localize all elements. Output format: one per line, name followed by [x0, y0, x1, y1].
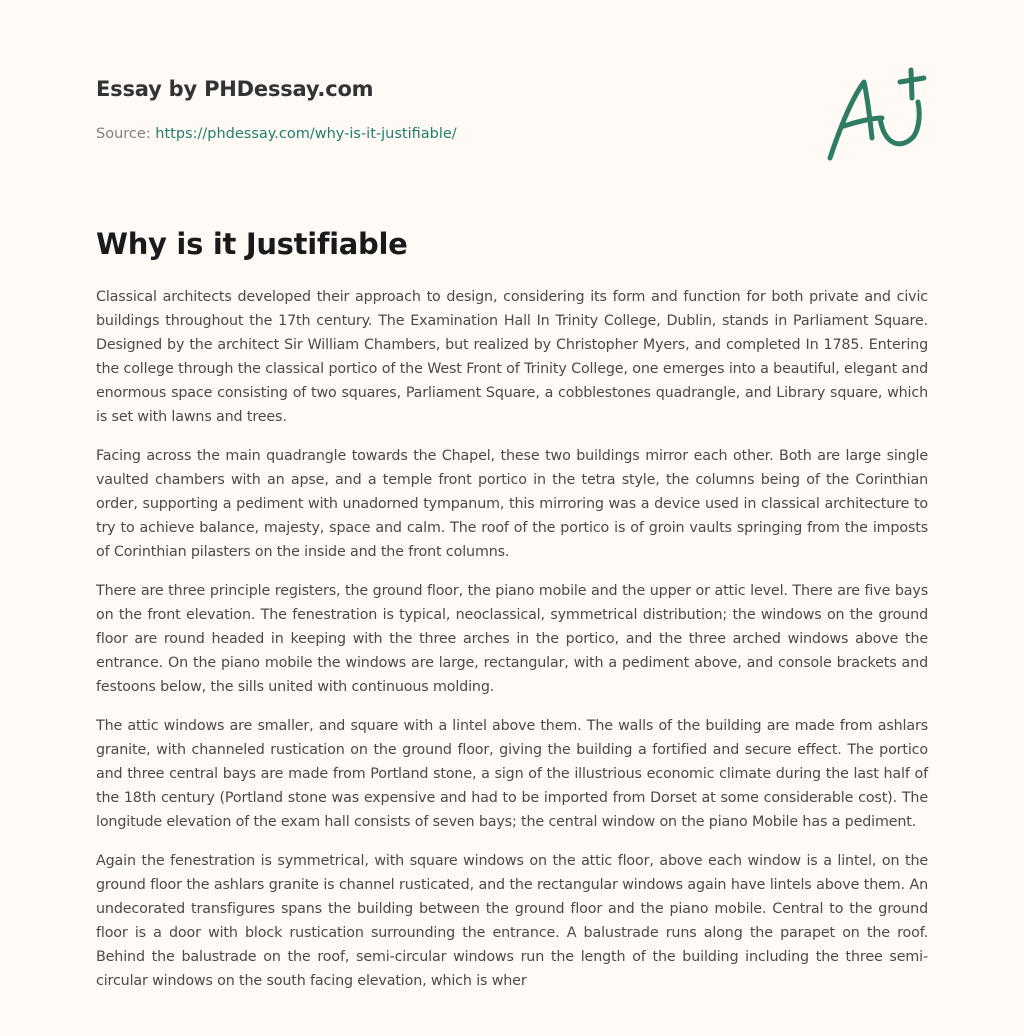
essay-paragraph: Facing across the main quadrangle towards the Chapel, these two buildings mirror each other. Both are large single vaulted chambers with an apse, and a temple front portico in the tetra style, the columns being of the Corinthian order, supporting a pediment with unadorned tympanum, this mirroring was a device used in classical architecture to try to achieve balance, majesty, space and calm. The roof of the portico is of groin vaults springing from the imposts of Corinthian pilasters on the inside and the front columns. [96, 448, 928, 560]
page-header [96, 74, 928, 144]
essay-paragraph: There are three principle registers, the ground floor, the piano mobile and the upper or attic level. There are five bays on the front elevation. The fenestration is typical, neoclassical, symmetrical distribution; the windows on the ground floor are round headed in keeping with the three arches in the portico, and the three arched windows above the entrance. On the piano mobile the windows are large, rectangular, with a pediment above, and console brackets and festoons below, the sills united with continuous molding. [96, 583, 928, 695]
site-title: Essay by PHDessay.com [96, 77, 374, 101]
source-link[interactable]: https://phdessay.com/why-is-it-justifiable/ [155, 126, 457, 142]
essay-title: Why is it Justifiable [96, 227, 408, 261]
a-plus-grade-icon [822, 66, 932, 166]
essay-body [96, 285, 928, 1008]
essay-paragraph: The attic windows are smaller, and square with a lintel above them. The walls of the building are made from ashlars granite, with channeled rustication on the ground floor, giving the building a fortified and secure effect. The portico and three central bays are made from Portland stone, a sign of the illustrious economic climate during the last half of the 18th century (Portland stone was expensive and had to be imported from Dorset at some considerable cost). The longitude elevation of the exam hall consists of seven bays; the central window on the piano Mobile has a pediment. [96, 718, 928, 830]
essay-paragraph: Again the fenestration is symmetrical, with square windows on the attic floor, above each window is a lintel, on the ground floor the ashlars granite is channel rusticated, and the rectangular windows again have lintels above them. An undecorated transfigures spans the building between the ground floor and the piano mobile. Central to the ground floor is a door with block rustication surrounding the entrance. A balustrade runs along the parapet on the roof. Behind the balustrade on the roof, semi-circular windows run the length of the building including the three semi-circular windows on the south facing elevation, which is wher [96, 853, 928, 989]
essay-paragraph: Classical architects developed their approach to design, considering its form and function for both private and civic buildings throughout the 17th century. The Examination Hall In Trinity College, Dublin, stands in Parliament Square. Designed by the architect Sir William Chambers, but realized by Christopher Myers, and completed In 1785. Entering the college through the classical portico of the West Front of Trinity College, one emerges into a beautiful, elegant and enormous space consisting of two squares, Parliament Square, a cobblestones quadrangle, and Library square, which is set with lawns and trees. [96, 289, 928, 425]
source-line [96, 124, 928, 144]
source-label: Source: [96, 126, 151, 142]
